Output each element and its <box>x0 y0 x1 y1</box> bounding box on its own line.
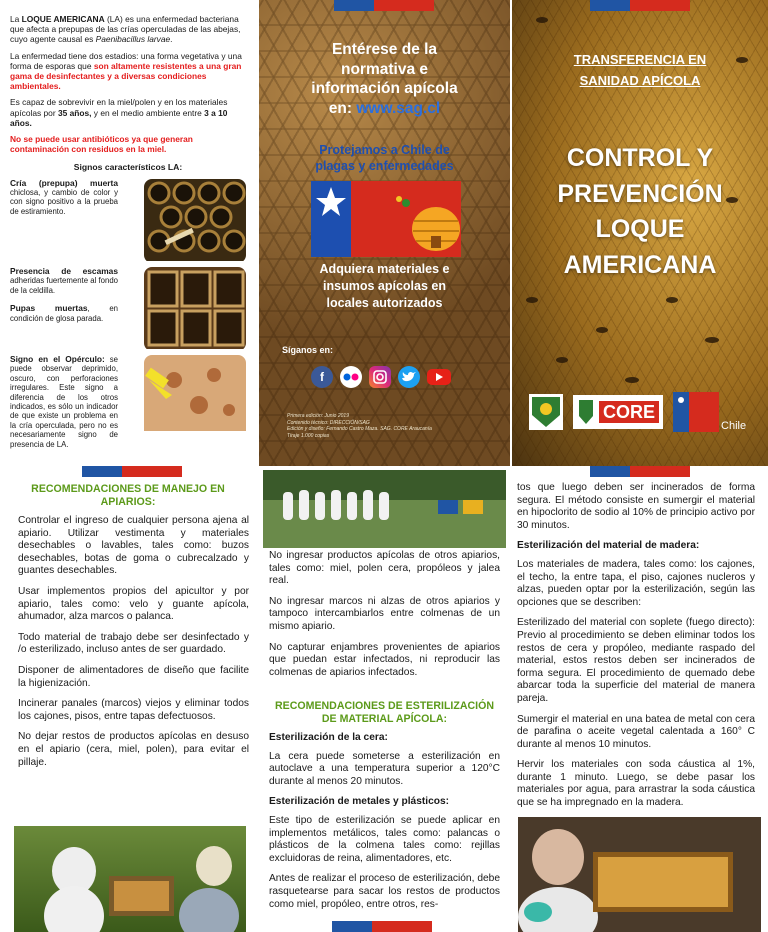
chile-beehive-logo <box>311 181 461 257</box>
panel-info <box>259 0 510 466</box>
management-item: No capturar enjambres provenientes de apiarios que puedan estar infectados, ni reproducir las colmenas de apiarios infectados. <box>269 641 500 678</box>
management-item: Controlar el ingreso de cualquier persona ajena al apiario. Utilizar vestimenta y materiales desechables o lavables, tales como: buzos desechables, botas de goma o cubrecalzado y guantes desechables. <box>18 515 249 577</box>
panel-management <box>0 466 256 932</box>
flickr-icon[interactable] <box>340 366 362 388</box>
beekeepers-photo <box>14 826 246 932</box>
management-item: Disponer de alimentadores de diseño que facilite la higienización. <box>18 664 249 689</box>
chile-flag-stripe <box>82 466 182 477</box>
sponsor-logos <box>529 392 746 432</box>
youtube-icon[interactable] <box>427 369 451 385</box>
sterilization-title: RECOMENDACIONES DE ESTERILIZACIÓN DE MATERIAL APÍCOLA: <box>275 700 494 725</box>
management-item: No ingresar productos apícolas de otros apiarios, tales como: miel, polen cera, propóleos y jalea real. <box>269 550 500 587</box>
intro-paragraph-2: La enfermedad tiene dos estadios: una forma vegetativa y una forma de esporas que son altamente resistentes a una gran gama de desinfectantes y a diversas condiciones ambientales. <box>10 50 242 92</box>
intro-paragraph-1: La LOQUE AMERICANA (LA) es una enfermedad bacteriana que afecta a prepupas de las crías operculadas de las abejas, cuyo agente causal es Paenibacillus larvae. <box>10 14 241 45</box>
cover-subtitle: TRANSFERENCIA EN SANIDAD APÍCOLA <box>573 52 707 88</box>
credits: Primera edición: Junio 2019 Contenido técnico: DIRECCIÓN/SAG Edición y diseño: Fernando Castro Maza. SAG. CORE Araucanía Tiraje 1.000 copias <box>287 413 432 439</box>
signo-item: Signo en el Opérculo: se puede observar deprimido, oscuro, con perforaciones irregulares. Este signo a diferencia de los otros indicados, es sólo un indicador de que existe un problema en la cría operculada, pero no es necesariamente signo de presencia de LA. <box>10 355 246 449</box>
frame-inspection-photo <box>518 817 761 932</box>
antibiotic-warning: No se puede usar antibióticos ya que generan contaminación con residuos en la miel. <box>10 134 193 155</box>
panel-sterilization <box>259 466 510 932</box>
facebook-icon[interactable]: f <box>311 366 333 388</box>
management-list <box>18 515 249 777</box>
operculum-photo <box>144 355 246 449</box>
social-links <box>311 366 451 388</box>
panel-wood-sterilization <box>512 466 768 932</box>
cover-title: CONTROL Y PREVENCIÓN LOQUE AMERICANA <box>557 144 723 279</box>
protect-slogan: Protejamos a Chile de plagas y enfermedades <box>315 143 454 173</box>
panel-intro <box>0 0 256 466</box>
chile-flag-stripe <box>334 0 434 11</box>
wood-text: tos que luego deben ser incinerados de forma segura. El método consiste en sumergir el material en hipoclorito de sodio al 10% de principio activo por 30 minutos. Esterilización del material de madera: Los materiales de madera, tales como: los cajones, el techo, la entre tapa, el piso, cajones nucleros y alzas, pueden optar por la esterilización, según las opciones que se describen: Esterilizado del material con soplete (fuego directo): Previo al procedimiento se deben eliminar todos los restos de cera y propóleo, mediante raspado del material, estos restos deben ser incinerados de forma segura. El procedimiento de quemado debe abarcar toda la superficie del material de manera pareja. Sumergir el material en una batea de metal con cera de parafina o aceite vegetal calentada a 160° C durante al menos 10 minutos. Hervir los materiales con soda cáustica al 1%, durante 1 minuto. Luego, se debe pasar los materiales por agua, para arrastrar la soda cáustica que se ha impregnado en la madera. <box>517 482 755 809</box>
acquire-slogan: Adquiera materiales e insumos apícolas en locales autorizados <box>319 262 450 310</box>
twitter-icon[interactable] <box>398 366 420 388</box>
signo-item: Presencia de escamas adheridas fuertemente al fondo de la celdilla. Pupas muertas, en condición de glosa parada. <box>10 267 246 351</box>
info-title: Entérese de la normativa e información apícola en: www.sag.cl <box>311 41 458 117</box>
apiary-group-photo <box>263 470 506 548</box>
madera-heading: Esterilización del material de madera: <box>517 540 700 552</box>
middle-list <box>269 550 500 687</box>
metal-heading: Esterilización de metales y plásticos: <box>269 796 450 808</box>
management-title: RECOMENDACIONES DE MANEJO EN APIARIOS: <box>31 483 225 508</box>
chile-flag-stripe <box>590 466 690 477</box>
chile-government-logo: Chile <box>673 392 746 432</box>
sterilization-text: Esterilización de la cera: La cera puede someterse a esterilización en autoclave a una temperatura superior a 120°C durante al menos 20 minutos. Esterilización de metales y plásticos: Este tipo de esterilización se puede aplicar en implementos metálicos, tales como: palancas o plásticos de la colmena tales como: rejillas excluidoras de reina, alimentadores, etc. Antes de realizar el proceso de esterilización, debe rasquetearse para sacar los restos de productos como miel, propóleo, entre otros, res- <box>269 732 500 910</box>
instagram-icon[interactable] <box>369 366 391 388</box>
brood-comb-photo <box>144 179 246 263</box>
follow-us-label: Síganos en: <box>282 345 334 355</box>
chile-flag-stripe <box>590 0 690 11</box>
management-item: Usar implementos propios del apicultor y por apiario, tales como: velo y guante apícola, ahumador, alza marcos o palanca. <box>18 585 249 623</box>
website-link[interactable]: www.sag.cl <box>356 99 441 117</box>
management-item: Todo material de trabajo debe ser desinfectado y /o esterilizado, incluso antes de ser guardado. <box>18 631 249 656</box>
intro-paragraph-3: Es capaz de sobrevivir en la miel/polen y en los materiales apícolas por 35 años, y en el medio ambiente entre 3 a 10 años. <box>10 97 228 128</box>
araucania-logo <box>529 394 563 430</box>
management-item: Incinerar panales (marcos) viejos y eliminar todos los cajones, pisos, entre tapas defectuosos. <box>18 698 249 722</box>
panel-cover <box>512 0 768 466</box>
chile-flag-stripe <box>332 921 432 932</box>
management-item: No dejar restos de productos apícolas en desuso en el apiario (cera, miel, polen), para evitar el pillaje. <box>18 731 249 768</box>
core-logo: CORE <box>573 395 663 429</box>
cera-heading: Esterilización de la cera: <box>269 732 388 743</box>
management-item: No ingresar marcos ni alzas de otros apiarios y tampoco intercambiarlos entre colmenas de un mismo apiario. <box>269 595 500 632</box>
scales-photo <box>144 267 246 351</box>
signos-title: Signos característicos LA: <box>73 162 183 173</box>
signo-item: Cría (prepupa) muerta chiclosa, y cambio de color y con signo positivo a la prueba de estiramiento. <box>10 179 246 263</box>
